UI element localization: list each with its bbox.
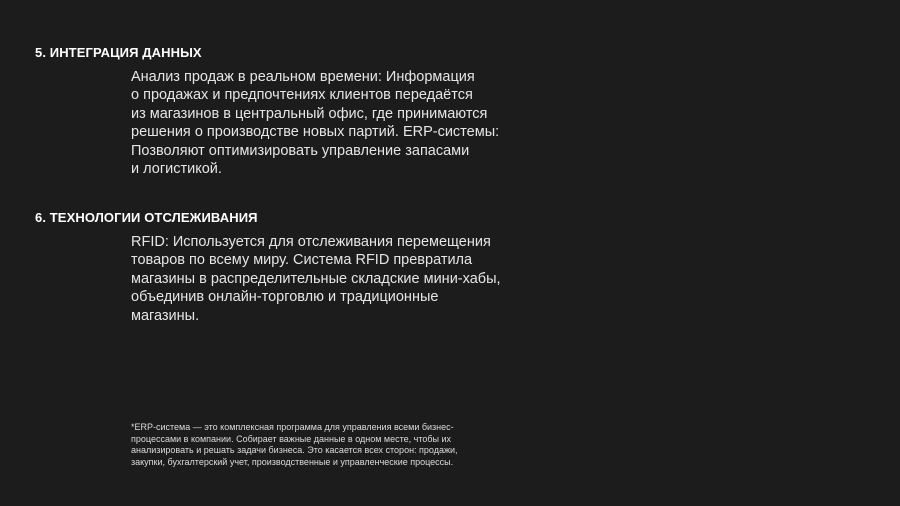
section-6-line: RFID: Используется для отслеживания перемещения bbox=[131, 234, 491, 250]
footnote-line: процессами в компании. Собирает важные данные в одном месте, чтобы их bbox=[131, 433, 452, 444]
section-6-line: товаров по всему миру. Система RFID превратила bbox=[131, 252, 473, 269]
section-5-line: Позволяют оптимизировать управление запасами bbox=[131, 142, 470, 159]
section-6-line: объединив онлайн-торговлю и традиционные bbox=[131, 289, 439, 306]
footnote-line: *ERP-система — это комплексная программа для управления всеми бизнес- bbox=[131, 422, 454, 432]
section-6-line: магазины в распределительные складские мини-хабы, bbox=[131, 270, 501, 287]
footnote-line: анализировать и решать задачи бизнеса. Это касается всех сторон: продажи, bbox=[131, 445, 458, 456]
section-5-line: из магазинов в центральный офис, где принимаются bbox=[131, 105, 488, 122]
section-6-heading: 6. ТЕХНОЛОГИИ ОТСЛЕЖИВАНИЯ bbox=[35, 210, 258, 225]
footnote-line: закупки, бухгалтерский учет, производственные и управленческие процессы. bbox=[131, 456, 454, 467]
section-5-heading: 5. ИНТЕГРАЦИЯ ДАННЫХ bbox=[35, 45, 202, 60]
section-5-line: решения о производстве новых партий. ERP-системы: bbox=[131, 124, 500, 141]
section-6-line: магазины. bbox=[131, 307, 200, 324]
section-5-line: о продажах и предпочтениях клиентов передаётся bbox=[131, 87, 473, 104]
section-5-line: Анализ продаж в реальном времени: Информация bbox=[131, 69, 475, 85]
footnote bbox=[131, 422, 458, 468]
section-5-body bbox=[131, 68, 499, 178]
section-6-body bbox=[131, 233, 501, 325]
section-5-line: и логистикой. bbox=[131, 161, 222, 178]
